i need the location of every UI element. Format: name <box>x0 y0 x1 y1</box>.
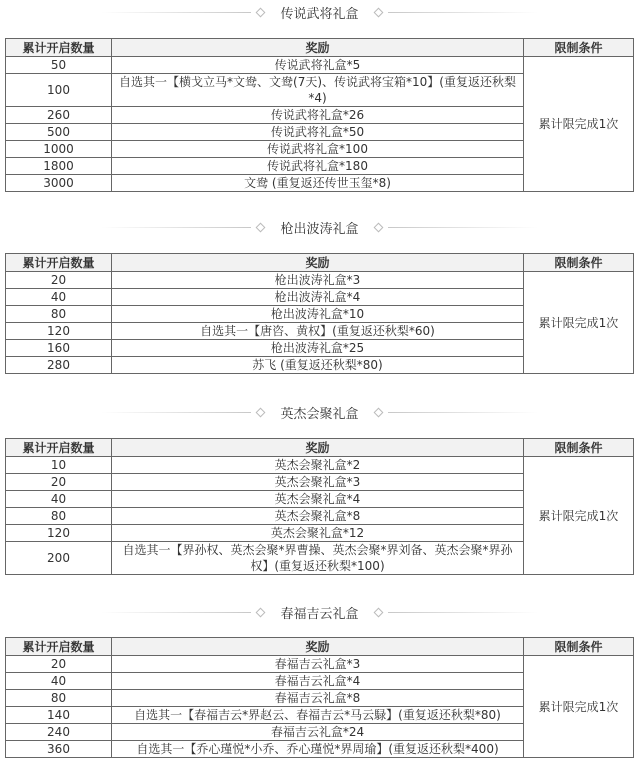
header-limit: 限制条件 <box>524 254 634 272</box>
cell-limit: 累计限完成1次 <box>524 57 634 192</box>
cell-count: 260 <box>6 107 112 124</box>
section-title: 春福吉云礼盒 <box>280 606 359 622</box>
divider-line <box>388 612 538 613</box>
section-1-header <box>0 0 639 24</box>
cell-limit: 累计限完成1次 <box>524 656 634 758</box>
cell-reward: 枪出波涛礼盒*10 <box>112 306 524 323</box>
cell-count: 200 <box>6 542 112 575</box>
section-4-table <box>5 637 634 758</box>
section-title: 英杰会聚礼盒 <box>280 406 359 422</box>
cell-reward: 英杰会聚礼盒*12 <box>112 525 524 542</box>
header-limit: 限制条件 <box>524 638 634 656</box>
diamond-icon <box>373 607 383 617</box>
cell-count: 100 <box>6 74 112 107</box>
diamond-icon <box>256 7 266 17</box>
cell-reward: 枪出波涛礼盒*4 <box>112 289 524 306</box>
header-reward: 奖励 <box>112 638 524 656</box>
divider-line <box>101 612 251 613</box>
diamond-icon <box>373 407 383 417</box>
header-reward: 奖励 <box>112 439 524 457</box>
cell-limit: 累计限完成1次 <box>524 457 634 575</box>
cell-reward: 英杰会聚礼盒*8 <box>112 508 524 525</box>
cell-count: 80 <box>6 306 112 323</box>
cell-count: 120 <box>6 323 112 340</box>
section-1-table <box>5 38 634 192</box>
divider-line <box>101 227 251 228</box>
cell-reward: 枪出波涛礼盒*25 <box>112 340 524 357</box>
divider-line <box>388 412 538 413</box>
cell-reward: 春福吉云礼盒*4 <box>112 673 524 690</box>
header-limit: 限制条件 <box>524 439 634 457</box>
header-reward: 奖励 <box>112 39 524 57</box>
cell-count: 500 <box>6 124 112 141</box>
header-reward: 奖励 <box>112 254 524 272</box>
cell-count: 140 <box>6 707 112 724</box>
cell-reward: 春福吉云礼盒*8 <box>112 690 524 707</box>
cell-reward: 春福吉云礼盒*24 <box>112 724 524 741</box>
table-row <box>6 656 634 673</box>
cell-count: 1000 <box>6 141 112 158</box>
cell-reward: 自选其一【界孙权、英杰会聚*界曹操、英杰会聚*界刘备、英杰会聚*界孙权】(重复返还秋梨*100) <box>112 542 524 575</box>
cell-count: 20 <box>6 272 112 289</box>
section-2-header <box>0 215 639 239</box>
cell-reward: 英杰会聚礼盒*4 <box>112 491 524 508</box>
cell-reward: 英杰会聚礼盒*2 <box>112 457 524 474</box>
cell-reward: 传说武将礼盒*50 <box>112 124 524 141</box>
cell-count: 10 <box>6 457 112 474</box>
cell-reward: 自选其一【春福吉云*界赵云、春福吉云*马云騄】(重复返还秋梨*80) <box>112 707 524 724</box>
header-limit: 限制条件 <box>524 39 634 57</box>
divider-line <box>101 12 251 13</box>
cell-limit: 累计限完成1次 <box>524 272 634 374</box>
cell-reward: 自选其一【唐咨、黄权】(重复返还秋梨*60) <box>112 323 524 340</box>
cell-count: 120 <box>6 525 112 542</box>
cell-reward: 英杰会聚礼盒*3 <box>112 474 524 491</box>
header-count: 累计开启数量 <box>6 39 112 57</box>
cell-count: 360 <box>6 741 112 758</box>
table-row <box>6 57 634 74</box>
cell-count: 160 <box>6 340 112 357</box>
diamond-icon <box>256 222 266 232</box>
cell-count: 40 <box>6 289 112 306</box>
cell-count: 3000 <box>6 175 112 192</box>
section-title: 传说武将礼盒 <box>280 6 359 22</box>
section-2-table <box>5 253 634 374</box>
cell-reward: 传说武将礼盒*26 <box>112 107 524 124</box>
divider-line <box>388 227 538 228</box>
cell-count: 280 <box>6 357 112 374</box>
table-row <box>6 457 634 474</box>
cell-reward: 传说武将礼盒*5 <box>112 57 524 74</box>
diamond-icon <box>256 407 266 417</box>
cell-count: 1800 <box>6 158 112 175</box>
header-count: 累计开启数量 <box>6 439 112 457</box>
table-row <box>6 272 634 289</box>
header-count: 累计开启数量 <box>6 638 112 656</box>
cell-reward: 传说武将礼盒*100 <box>112 141 524 158</box>
header-count: 累计开启数量 <box>6 254 112 272</box>
cell-reward: 自选其一【横戈立马*文鸯、文鸯(7天)、传说武将宝箱*10】(重复返还秋梨*4) <box>112 74 524 107</box>
cell-count: 40 <box>6 491 112 508</box>
cell-count: 80 <box>6 508 112 525</box>
cell-count: 40 <box>6 673 112 690</box>
cell-reward: 春福吉云礼盒*3 <box>112 656 524 673</box>
cell-reward: 文鸯 (重复返还传世玉玺*8) <box>112 175 524 192</box>
section-3-header <box>0 400 639 424</box>
section-3-table <box>5 438 634 575</box>
cell-count: 20 <box>6 474 112 491</box>
cell-reward: 枪出波涛礼盒*3 <box>112 272 524 289</box>
cell-count: 80 <box>6 690 112 707</box>
cell-reward: 传说武将礼盒*180 <box>112 158 524 175</box>
cell-count: 20 <box>6 656 112 673</box>
cell-count: 240 <box>6 724 112 741</box>
diamond-icon <box>373 7 383 17</box>
diamond-icon <box>256 607 266 617</box>
diamond-icon <box>373 222 383 232</box>
divider-line <box>388 12 538 13</box>
section-4-header <box>0 600 639 624</box>
cell-count: 50 <box>6 57 112 74</box>
divider-line <box>101 412 251 413</box>
cell-reward: 苏飞 (重复返还秋梨*80) <box>112 357 524 374</box>
cell-reward: 自选其一【乔心瑾悦*小乔、乔心瑾悦*界周瑜】(重复返还秋梨*400) <box>112 741 524 758</box>
section-title: 枪出波涛礼盒 <box>280 221 359 237</box>
